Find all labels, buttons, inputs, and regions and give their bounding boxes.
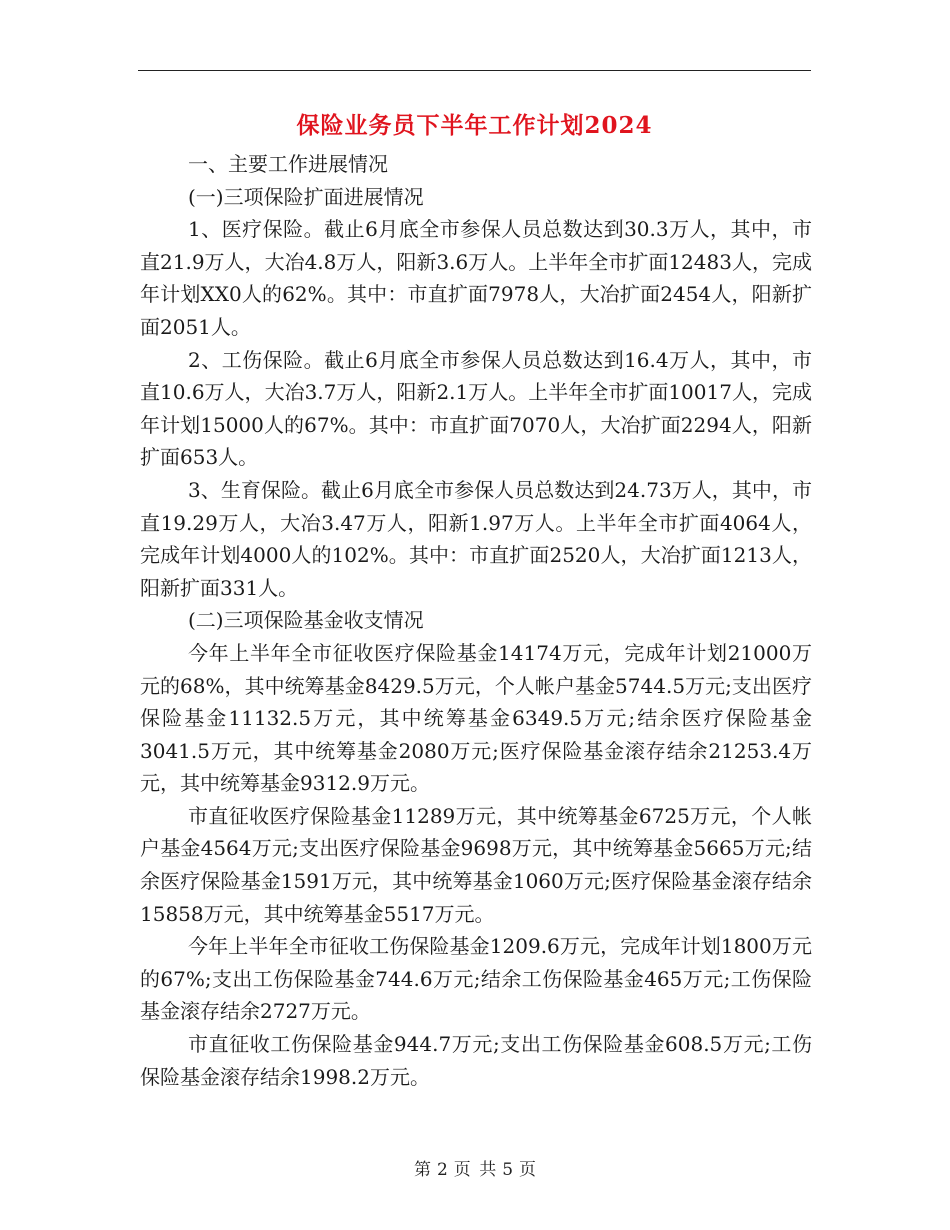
paragraph-city-injury-fund: 今年上半年全市征收工伤保险基金1209.6万元，完成年计划1800万元的67%;支出工伤保险基金744.6万元;结余工伤保险基金465万元;工伤保险基金滚存结余2727万元。 [140, 934, 812, 1024]
paragraph-medical-insurance: 1、医疗保险。截止6月底全市参保人员总数达到30.3万人，其中，市直21.9万人，大冶4.8万人，阳新3.6万人。上半年全市扩面12483人，完成年计划XX0人的62%。其中：市直扩面7978人，大冶扩面2454人，阳新扩面2051人。 [140, 217, 812, 339]
page-footer [0, 1155, 950, 1180]
paragraph-direct-injury-fund: 市直征收工伤保险基金944.7万元;支出工伤保险基金608.5万元;工伤保险基金滚存结余1998.2万元。 [140, 1032, 812, 1089]
footer-prefix: 第 [413, 1160, 431, 1180]
paragraph-maternity-insurance: 3、生育保险。截止6月底全市参保人员总数达到24.73万人，其中，市直19.29万人，大冶3.47万人，阳新1.97万人。上半年全市扩面4064人，完成年计划4000人的102%。其中：市直扩面2520人，大冶扩面1213人，阳新扩面331人。 [140, 477, 812, 600]
document-title: 保险业务员下半年工作计划2024 [296, 112, 653, 139]
subsection-heading-fund-revenue: (二)三项保险基金收支情况 [188, 608, 424, 633]
paragraph-direct-medical-fund: 市直征收医疗保险基金11289万元，其中统筹基金6725万元，个人帐户基金4564万元;支出医疗保险基金9698万元，其中统筹基金5665万元;结余医疗保险基金1591万元，其中统筹基金1060万元;医疗保险基金滚存结余15858万元，其中统筹基金5517万元。 [140, 803, 812, 926]
footer-total-pages: 5 [502, 1160, 514, 1180]
footer-page-number: 2 [436, 1160, 448, 1180]
document-body [140, 148, 812, 1093]
footer-suffix: 页 [519, 1160, 537, 1180]
paragraph-work-injury-insurance: 2、工伤保险。截止6月底全市参保人员总数达到16.4万人，其中，市直10.6万人，大冶3.7万人，阳新2.1万人。上半年全市扩面10017人，完成年计划15000人的67%。其中：市直扩面7070人，大冶扩面2294人，阳新扩面653人。 [140, 347, 812, 470]
section-heading-main-progress: 一、主要工作进展情况 [188, 152, 388, 176]
header-rule [138, 70, 811, 71]
footer-middle: 页 共 [453, 1160, 497, 1180]
subsection-heading-coverage-expansion: (一)三项保险扩面进展情况 [188, 184, 424, 209]
paragraph-city-medical-fund: 今年上半年全市征收医疗保险基金14174万元，完成年计划21000万元的68%，其中统筹基金8429.5万元，个人帐户基金5744.5万元;支出医疗保险基金11132.5万元，其中统筹基金6349.5万元;结余医疗保险基金3041.5万元，其中统筹基金2080万元;医疗保险基金滚存结余21253.4万元，其中统筹基金9312.9万元。 [140, 640, 812, 796]
